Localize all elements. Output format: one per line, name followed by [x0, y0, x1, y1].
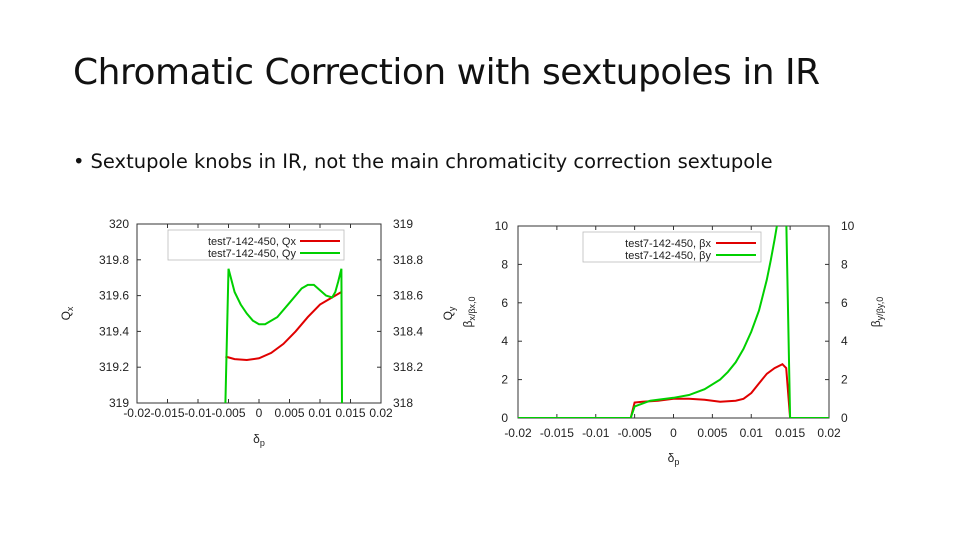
- y-tick-label-left: 319.6: [98, 288, 129, 303]
- legend-label: test7-142-450, βy: [625, 250, 711, 262]
- x-tick-label: 0: [255, 406, 263, 420]
- y-tick-label-right: 318.4: [393, 324, 424, 339]
- y-tick-label-left: 0: [501, 411, 508, 425]
- bullet-dot-icon: •: [73, 150, 85, 173]
- y-tick-label-right: 10: [841, 219, 855, 233]
- y-tick-label-right: 318.8: [393, 252, 424, 267]
- slide-title: Chromatic Correction with sextupoles in IR: [73, 52, 820, 93]
- y-tick-label-left: 2: [501, 372, 508, 387]
- y-axis-label-right: $Q_y$: [441, 306, 457, 321]
- y-axis-label-left: $Q_x$: [59, 306, 75, 321]
- y-tick-label-right: 4: [841, 334, 848, 349]
- y-tick-label-left: 319: [108, 396, 129, 410]
- y-axis-label-left: $\beta_{x/\beta x,0}$: [461, 296, 477, 328]
- x-tick-label: 0.015: [335, 406, 366, 420]
- y-tick-label-right: 0: [841, 411, 848, 425]
- x-tick-label: 0.015: [775, 426, 806, 440]
- x-tick-label: 0.02: [817, 426, 841, 440]
- y-tick-label-right: 2: [841, 372, 848, 387]
- x-tick-label: 0.01: [739, 426, 763, 440]
- x-tick-label: 0.005: [274, 406, 305, 420]
- y-tick-label-left: 10: [494, 219, 508, 233]
- x-tick-label: -0.015: [539, 426, 574, 440]
- x-axis-label: $\delta_p$: [253, 432, 265, 448]
- series-line-beta-x: [518, 364, 829, 418]
- x-tick-label: -0.005: [211, 406, 246, 420]
- y-tick-label-left: 8: [501, 257, 508, 272]
- x-tick-label: -0.01: [582, 426, 610, 440]
- x-tick-label: -0.01: [184, 406, 212, 420]
- legend-label: test7-142-450, Qy: [207, 248, 296, 260]
- y-tick-label-left: 319.8: [98, 252, 129, 267]
- x-tick-label: -0.005: [617, 426, 652, 440]
- x-tick-label: -0.02: [123, 406, 151, 420]
- y-tick-label-right: 319: [393, 217, 414, 231]
- y-tick-label-left: 4: [501, 334, 508, 349]
- y-tick-label-right: 6: [841, 295, 848, 310]
- legend-label: test7-142-450, Qx: [207, 236, 296, 248]
- y-tick-label-right: 318.2: [393, 360, 424, 375]
- x-tick-label: -0.02: [504, 426, 532, 440]
- x-axis-label: $\delta_p$: [667, 451, 680, 467]
- bullet-text: Sextupole knobs in IR, not the main chromaticity correction sextupole: [90, 150, 773, 173]
- legend-label: test7-142-450, βx: [625, 238, 711, 250]
- x-tick-label: -0.015: [150, 406, 185, 420]
- y-tick-label-right: 8: [841, 257, 848, 272]
- x-tick-label: 0.01: [308, 406, 332, 420]
- y-tick-label-left: 320: [108, 217, 129, 231]
- y-tick-label-left: 6: [501, 295, 508, 310]
- x-tick-label: 0.005: [697, 426, 728, 440]
- y-tick-label-right: 318.6: [393, 288, 424, 303]
- y-tick-label-right: 318: [393, 396, 414, 410]
- y-axis-label-right: $\beta_{y/\beta y,0}$: [869, 296, 885, 328]
- x-tick-label: 0: [670, 426, 677, 440]
- x-tick-label: 0.02: [369, 406, 393, 420]
- y-tick-label-left: 319.4: [98, 324, 129, 339]
- y-tick-label-left: 319.2: [98, 360, 129, 375]
